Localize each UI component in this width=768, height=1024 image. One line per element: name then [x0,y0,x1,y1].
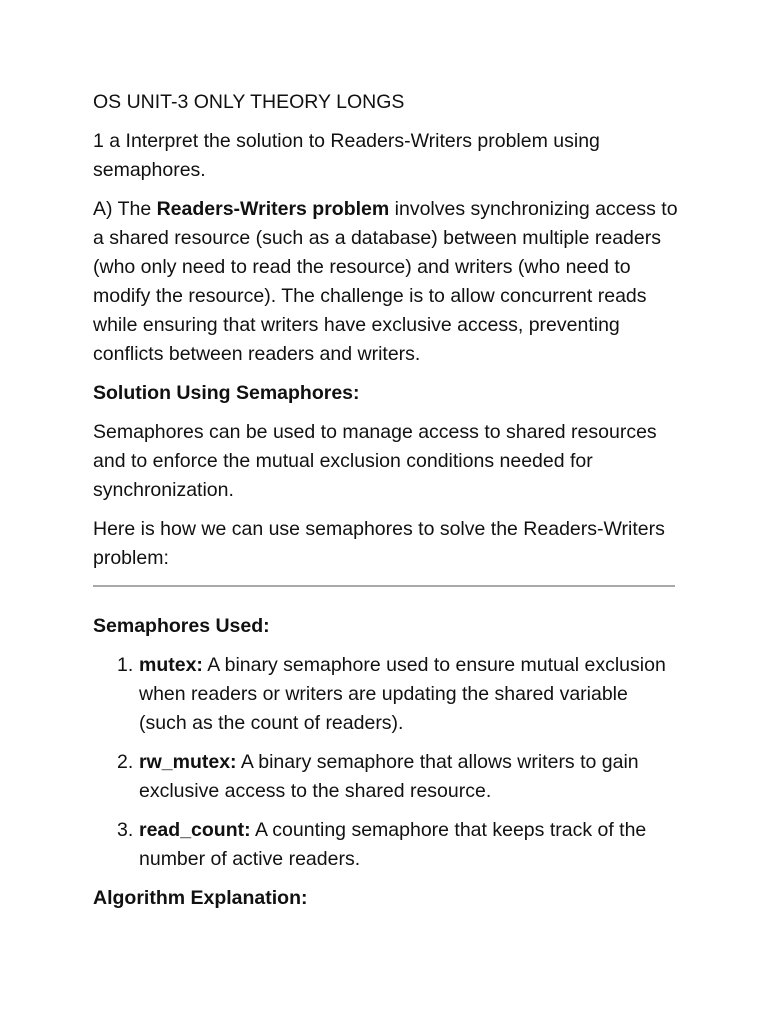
list-item [93,816,678,874]
list-item [93,651,678,738]
list-item-text: A binary semaphore used to ensure mutual exclusion when readers or writers are updating the shared variable (such as the count of readers). [139,654,666,734]
list-item-term: rw_mutex: [139,751,237,773]
answer-prefix: A) The [93,198,157,220]
answer-intro-paragraph [93,195,678,369]
list-item-term: mutex: [139,654,203,676]
semaphores-heading [93,612,678,641]
document-page [93,88,678,913]
algorithm-heading-text: Algorithm Explanation: [93,887,308,909]
document-title-line: OS UNIT-3 ONLY THEORY LONGS [93,91,405,113]
solution-heading-text: Solution Using Semaphores: [93,382,360,404]
horizontal-divider [93,585,675,587]
list-item-number: 3. [117,819,134,841]
answer-bold-term: Readers-Writers problem [156,198,390,220]
solution-heading [93,379,678,408]
list-item-text: A counting semaphore that keeps track of the number of active readers. [139,819,647,870]
semaphores-list [93,651,678,874]
here-paragraph: Here is how we can use semaphores to solve the Readers-Writers problem: [93,518,665,569]
solution-paragraph: Semaphores can be used to manage access to shared resources and to enforce the mutual exclusion conditions needed for synchronization. [93,421,657,501]
list-item-text: A binary semaphore that allows writers to gain exclusive access to the shared resource. [139,751,639,802]
question-text: 1 a Interpret the solution to Readers-Writers problem using semaphores. [93,130,600,181]
list-item-number: 2. [117,751,134,773]
list-item-number: 1. [117,654,134,676]
list-item [93,748,678,806]
answer-rest: involves synchronizing access to a shared resource (such as a database) between multiple readers (who only need to read the resource) and writers (who need to modify the resource). The challenge is to allow concurrent reads while ensuring that writers have exclusive access, preventing conflicts between readers and writers. [93,198,678,365]
semaphores-heading-text: Semaphores Used: [93,615,270,637]
list-item-term: read_count: [139,819,251,841]
algorithm-heading [93,884,678,913]
